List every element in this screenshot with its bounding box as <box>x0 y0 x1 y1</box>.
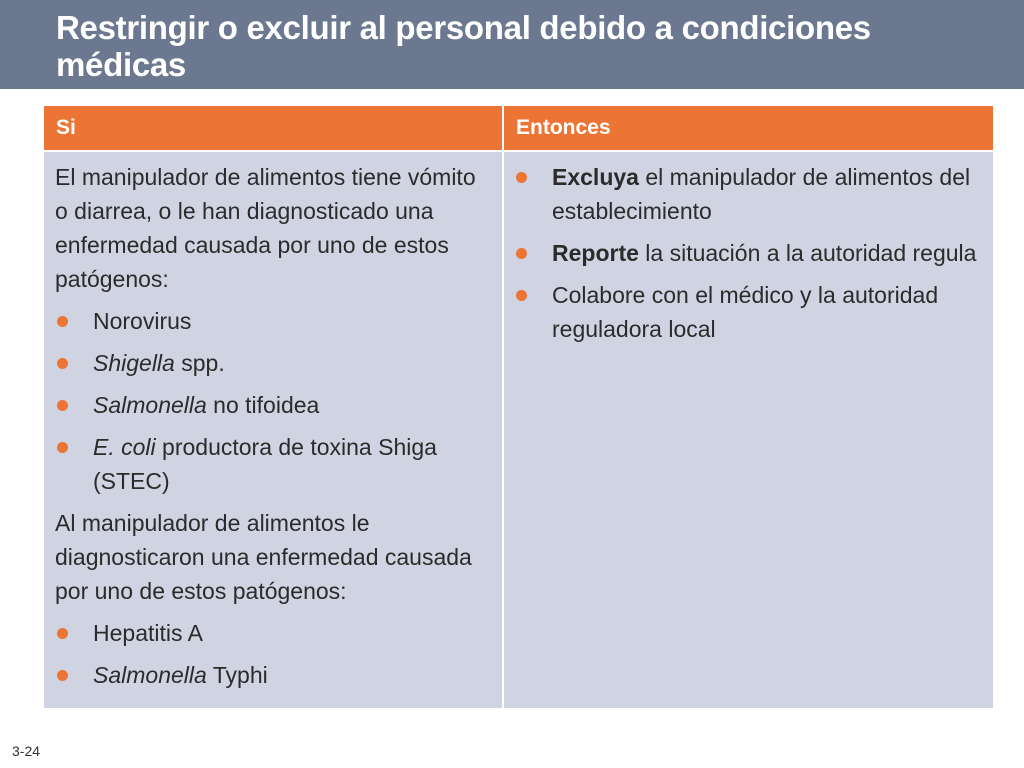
bullet-icon <box>57 628 68 639</box>
condition-table <box>44 106 993 708</box>
pathogen-italic: Salmonella <box>93 392 207 418</box>
bullet-icon <box>516 290 527 301</box>
cell-si <box>44 152 502 708</box>
bullet-icon <box>57 358 68 369</box>
list-item <box>55 616 492 650</box>
list-item <box>55 658 492 692</box>
pathogen-italic: Salmonella <box>93 662 207 688</box>
action-list <box>514 160 985 346</box>
bullet-icon <box>57 442 68 453</box>
list-item <box>514 278 985 346</box>
bullet-icon <box>57 400 68 411</box>
slide-title: Restringir o excluir al personal debido a condiciones médicas <box>56 9 871 83</box>
bullet-icon <box>57 670 68 681</box>
header-si: Si <box>44 106 502 150</box>
action-text: el manipulador de alimentos del establecimiento <box>552 164 971 224</box>
pathogen-list-1 <box>55 304 492 498</box>
pathogen-italic: Shigella <box>93 350 175 376</box>
condition-intro-1: El manipulador de alimentos tiene vómito o diarrea, o le han diagnosticado una enfermedad causada por uno de estos patógenos: <box>55 164 476 292</box>
action-bold: Excluya <box>552 164 639 190</box>
list-item <box>55 346 492 380</box>
pathogen-text: Hepatitis A <box>93 620 203 646</box>
bullet-icon <box>516 248 527 259</box>
condition-intro-2: Al manipulador de alimentos le diagnosticaron una enfermedad causada por uno de estos patógenos: <box>55 510 472 604</box>
list-item <box>514 160 985 228</box>
list-item <box>514 236 985 270</box>
pathogen-text: productora de toxina Shiga (STEC) <box>93 434 437 494</box>
pathogen-italic: E. coli <box>93 434 156 460</box>
pathogen-text: spp. <box>174 350 225 376</box>
header-entonces: Entonces <box>504 106 993 150</box>
bullet-icon <box>57 316 68 327</box>
pathogen-text: Norovirus <box>93 308 192 334</box>
page-number: 3-24 <box>12 743 41 759</box>
title-bar <box>0 0 1024 89</box>
action-bold: Reporte <box>552 240 639 266</box>
action-text: Colabore con el médico y la autoridad reguladora local <box>552 282 939 342</box>
pathogen-list-2 <box>55 616 492 692</box>
bullet-icon <box>516 172 527 183</box>
action-text: la situación a la autoridad regula <box>638 240 977 266</box>
pathogen-text: no tifoidea <box>206 392 320 418</box>
pathogen-text: Typhi <box>206 662 268 688</box>
cell-entonces <box>504 152 993 708</box>
list-item <box>55 430 492 498</box>
list-item <box>55 388 492 422</box>
list-item <box>55 304 492 338</box>
